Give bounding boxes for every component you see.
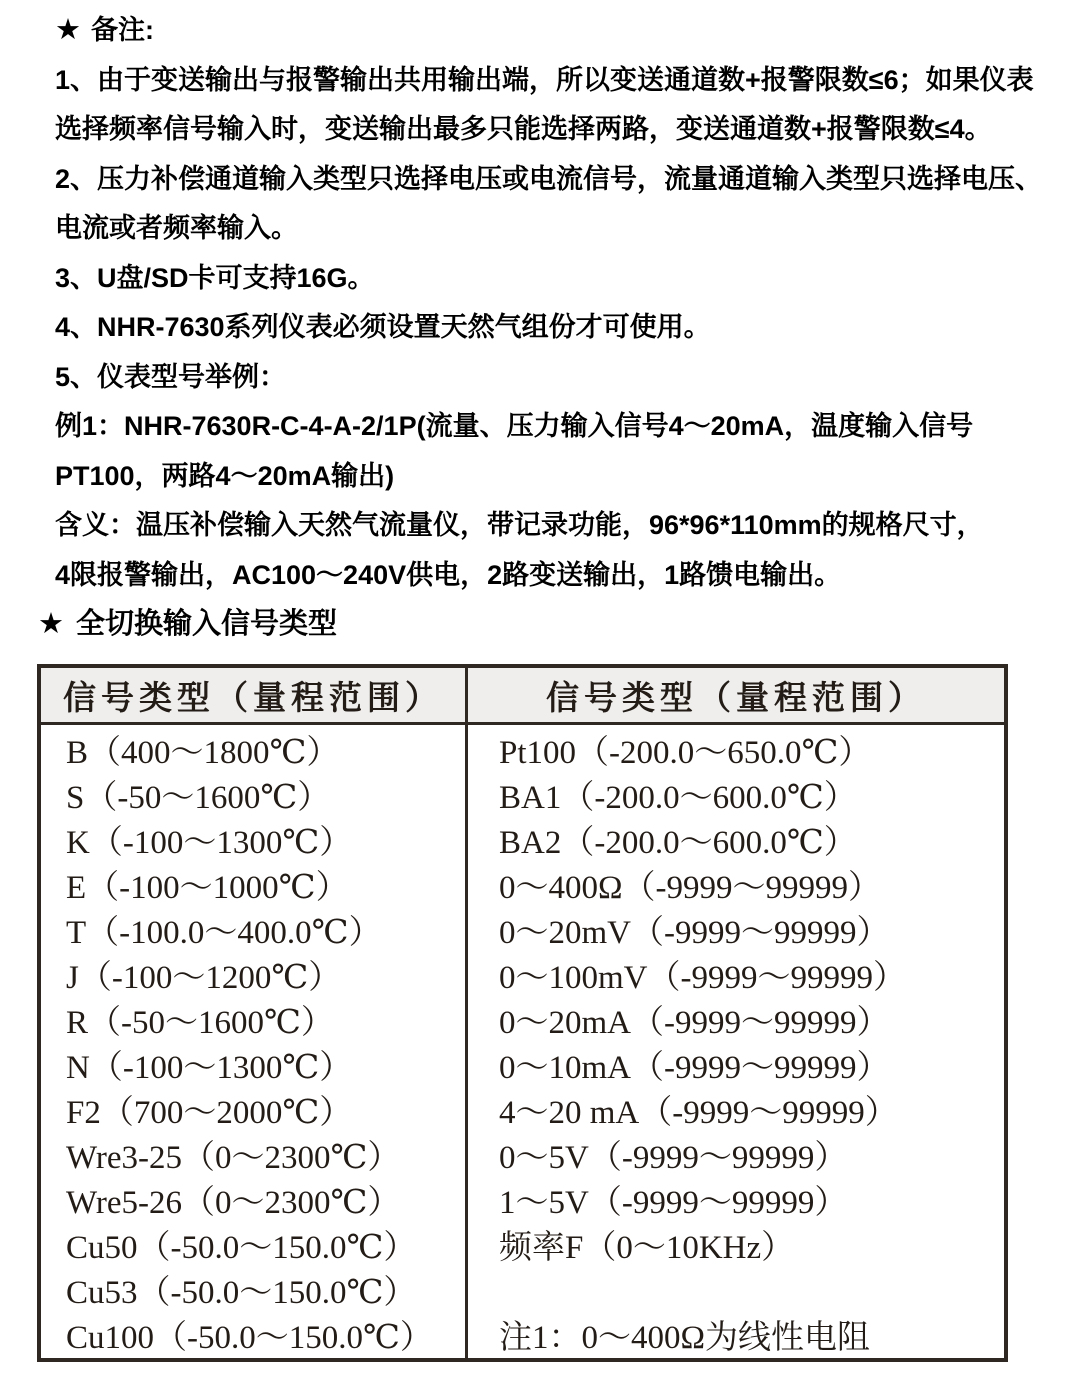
star-icon: ★ <box>55 14 81 46</box>
star-icon: ★ <box>38 608 64 640</box>
note-line: 3、U盘/SD卡可支持16G。 <box>55 262 375 293</box>
signal-row: 0～5V（-9999～99999） <box>499 1140 848 1176</box>
signal-row: Pt100（-200.0～650.0℃） <box>499 735 872 771</box>
note-line: 电流或者频率输入。 <box>55 213 298 243</box>
signal-row: B（400～1800℃） <box>66 735 340 771</box>
note-line: PT100，两路4～20mA输出) <box>55 460 395 491</box>
note-line: 例1：NHR-7630R-C-4-A-2/1P(流量、压力输入信号4～20mA，温度输入信号 <box>55 411 974 441</box>
signal-row: R（-50～1600℃） <box>66 1005 334 1041</box>
signal-row: 频率F（0～10KHz） <box>499 1230 795 1266</box>
signal-row <box>499 1267 1004 1312</box>
notes-title-text: 备注: <box>91 15 154 45</box>
signal-row: BA1（-200.0～600.0℃） <box>499 780 857 816</box>
signal-table-header-right: 信号类型（量程范围） <box>546 680 926 717</box>
signal-table-left-column <box>41 725 468 1358</box>
signal-row: Wre3-25（0～2300℃） <box>66 1140 401 1176</box>
note-line: 含义：温压补偿输入天然气流量仪，带记录功能，96*96*110mm的规格尺寸， <box>55 510 984 540</box>
signal-row: Cu53（-50.0～150.0℃） <box>66 1275 417 1311</box>
signal-row: 0～100mV（-9999～99999） <box>499 960 906 996</box>
signal-row: 0～10mA（-9999～99999） <box>499 1050 890 1086</box>
signal-row: N（-100～1300℃） <box>66 1050 353 1086</box>
signal-table-body <box>41 725 1004 1358</box>
signal-row: S（-50～1600℃） <box>66 780 331 816</box>
signal-row: Cu100（-50.0～150.0℃） <box>66 1320 433 1356</box>
signal-table-header <box>41 668 1004 725</box>
note-line: 4限报警输出，AC100～240V供电，2路变送输出，1路馈电输出。 <box>55 559 842 590</box>
signal-row: E（-100～1000℃） <box>66 870 349 906</box>
signal-row: 0～20mV（-9999～99999） <box>499 915 890 951</box>
notes-title <box>55 6 1042 56</box>
signal-row: Wre5-26（0～2300℃） <box>66 1185 401 1221</box>
signal-table-right-column <box>468 725 1004 1358</box>
note-line: 4、NHR-7630系列仪表必须设置天然气组份才可使用。 <box>55 312 711 342</box>
note-line: 选择频率信号输入时，变送输出最多只能选择两路，变送通道数+报警限数≤4。 <box>55 114 992 144</box>
section-title-text: 全切换输入信号类型 <box>76 608 338 640</box>
signal-row: 0～20mA（-9999～99999） <box>499 1005 890 1041</box>
signal-row: 1～5V（-9999～99999） <box>499 1185 848 1221</box>
signal-table-header-left: 信号类型（量程范围） <box>41 668 468 722</box>
notes-lines <box>55 56 1042 601</box>
note-line: 5、仪表型号举例： <box>55 361 287 392</box>
section-title <box>38 602 337 646</box>
note-line: 1、由于变送输出与报警输出共用输出端，所以变送通道数+报警限数≤6；如果仪表 <box>55 64 1034 95</box>
signal-row: F2（700～2000℃） <box>66 1095 353 1131</box>
notes-section <box>55 6 1042 600</box>
signal-row: BA2（-200.0～600.0℃） <box>499 825 857 861</box>
signal-row: 0～400Ω（-9999～99999） <box>499 870 882 906</box>
signal-row: 注1：0～400Ω为线性电阻 <box>499 1320 871 1356</box>
signal-row: K（-100～1300℃） <box>66 825 353 861</box>
signal-row: J（-100～1200℃） <box>66 960 342 996</box>
signal-row: Cu50（-50.0～150.0℃） <box>66 1230 417 1266</box>
signal-row: T（-100.0～400.0℃） <box>66 915 382 951</box>
signal-row: 4～20 mA（-9999～99999） <box>499 1095 898 1131</box>
signal-table <box>37 664 1008 1362</box>
note-line: 2、压力补偿通道输入类型只选择电压或电流信号，流量通道输入类型只选择电压、 <box>55 163 1043 194</box>
